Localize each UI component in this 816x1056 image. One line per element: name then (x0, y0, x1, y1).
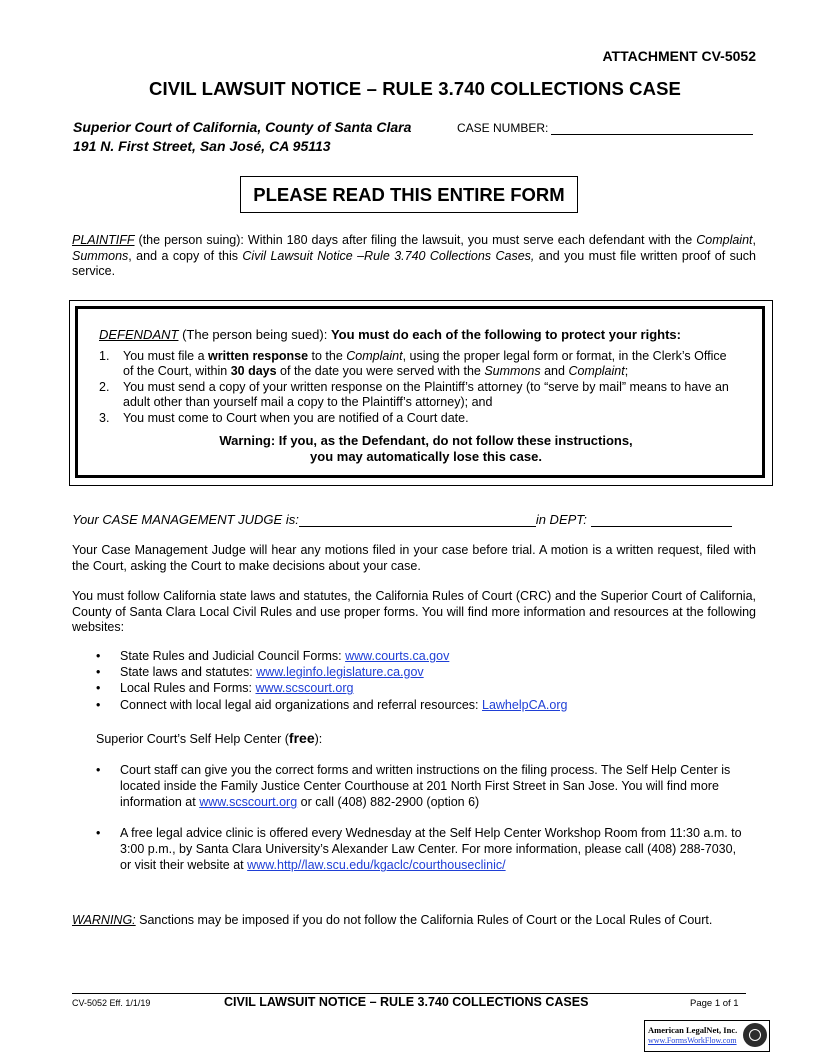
resource-item (96, 664, 756, 680)
legalnet-logo[interactable] (644, 1020, 770, 1052)
plaintiff-text-2: , and a copy of this (128, 248, 243, 263)
item1-days: 30 days (230, 364, 277, 379)
plaintiff-text-1: (the person suing): Within 180 days after filing the lawsuit, you must serve each defendant with the (134, 233, 697, 247)
case-number-blank (551, 122, 753, 135)
resource-label: State laws and statutes: (120, 665, 257, 680)
defendant-label: DEFENDANT (99, 327, 179, 342)
defendant-intro: (The person being sued): (178, 327, 331, 342)
court-name: Superior Court of California, County of Santa Clara (73, 119, 412, 135)
read-form-banner: PLEASE READ THIS ENTIRE FORM (240, 176, 578, 213)
attachment-label: ATTACHMENT CV-5052 (602, 48, 756, 64)
defendant-intro-bold: You must do each of the following to protect your rights: (330, 327, 681, 342)
sanctions-text: Sanctions may be imposed if you do not follow the California Rules of Court or the Local Rules of Court. (135, 913, 713, 927)
defendant-warning (90, 433, 762, 465)
item1-written-response: written response (208, 349, 309, 363)
page-title: CIVIL LAWSUIT NOTICE – RULE 3.740 COLLECTIONS CASE (149, 78, 681, 99)
court-address (73, 118, 411, 156)
item1-complaint: Complaint (346, 349, 403, 363)
logo-url[interactable]: www.FormsWorkFlow.com (648, 1036, 737, 1045)
case-number-field (457, 121, 753, 135)
plaintiff-comma: , (752, 233, 756, 247)
defendant-item-1 (99, 349, 739, 380)
self-help-free: free (288, 730, 315, 746)
item1-complaint-2: Complaint (568, 364, 625, 379)
item-number: 3. (99, 410, 110, 425)
logo-emblem-icon (743, 1023, 767, 1047)
resource-label: State Rules and Judicial Council Forms: (120, 649, 346, 663)
plaintiff-paragraph (72, 233, 756, 280)
defendant-item-2 (99, 380, 739, 411)
self-help-heading (96, 730, 322, 746)
logo-company: American LegalNet, Inc. (648, 1025, 738, 1035)
self-help-item-1 (96, 762, 750, 811)
self-help-bullet (96, 762, 750, 811)
page-number: Page 1 of 1 (690, 998, 739, 1009)
item1-part-a: You must file a (123, 349, 209, 363)
clinic-text: A free legal advice clinic is offered every Wednesday at the Self Help Center Workshop Room from 11:30 a.m. to 3:00 p.m., by Santa Clara University’s Alexander Law Center. For more information, please call (408) 288-7030, or visit their website at (120, 826, 742, 873)
judge-line (72, 512, 732, 527)
defendant-instructions (99, 349, 739, 426)
lawhelpca-link[interactable]: LawhelpCA.org (482, 697, 568, 712)
case-number-label: CASE NUMBER: (457, 121, 549, 135)
courts-link[interactable]: www.courts.ca.gov (345, 649, 450, 663)
scscourt-link[interactable]: www.scscourt.org (255, 681, 354, 696)
item1-part-f: ; (624, 364, 629, 379)
item1-part-d: of the date you were served with the (276, 364, 485, 379)
item-number: 1. (99, 349, 110, 363)
item-text: You must come to Court when you are notified of a Court date. (123, 410, 469, 425)
item1-part-b: to the (308, 349, 347, 363)
plaintiff-text-3: and you must file written proof of such service. (72, 248, 756, 279)
plaintiff-complaint: Complaint (696, 233, 753, 247)
judge-paragraph: Your Case Management Judge will hear any motions filed in your case before trial. A motion is a written request, filed with the Court, asking the Court to make decisions about your case. (72, 543, 756, 573)
judge-label: Your CASE MANAGEMENT JUDGE is: (72, 512, 299, 527)
item-text (123, 349, 739, 380)
item-text: You must send a copy of your written response on the Plaintiff’s attorney (to “serve by mail” means to have an adult other than yourself mail a copy to the Plaintiff’s attorney); and (123, 379, 729, 410)
footer-divider (72, 993, 746, 994)
judge-blank (299, 513, 536, 527)
leginfo-link[interactable]: www.leginfo.legislature.ca.gov (256, 665, 424, 680)
rules-paragraph: You must follow California state laws and statutes, the California Rules of Court (CRC) and the Superior Court of California, County of Santa Clara Local Civil Rules and use proper forms. You will find more information and resources at the following websites: (72, 589, 756, 635)
resource-item (96, 680, 756, 696)
clinic-bullet (96, 825, 746, 874)
form-id: CV-5052 Eff. 1/1/19 (72, 998, 151, 1008)
resource-item (96, 697, 756, 713)
self-help-phone: or call (408) 882-2900 (option 6) (297, 795, 480, 810)
plaintiff-notice-title: Civil Lawsuit Notice –Rule 3.740 Collections Cases, (242, 248, 535, 263)
item1-summons: Summons (484, 364, 541, 379)
sanctions-warning (72, 913, 762, 927)
self-help-heading-b: ): (314, 732, 323, 746)
self-help-text: Court staff can give you the correct forms and written instructions on the filing process. The Self Help Center is located inside the Family Justice Center Courthouse at 201 North First Street in San Jose. You will find more information at (120, 763, 731, 810)
resource-label: Local Rules and Forms: (120, 681, 256, 696)
item-number: 2. (99, 379, 110, 394)
item1-part-c: , using the proper legal form or format, in the Clerk’s Office of the Court, within (123, 349, 727, 379)
footer-title: CIVIL LAWSUIT NOTICE – RULE 3.740 COLLECTIONS CASES (224, 995, 589, 1009)
plaintiff-label: PLAINTIFF (72, 233, 135, 247)
dept-label: in DEPT: (535, 512, 587, 527)
resource-list (96, 648, 756, 713)
warning-line-1: Warning: If you, as the Defendant, do not follow these instructions, (219, 433, 633, 448)
dept-blank (591, 513, 732, 527)
self-help-item-2 (96, 825, 746, 874)
self-help-scscourt-link[interactable]: www.scscourt.org (199, 795, 298, 810)
clinic-link[interactable]: www.http//law.scu.edu/kgaclc/courthouseclinic/ (247, 858, 506, 873)
item1-part-e: and (540, 364, 569, 379)
sanctions-label: WARNING: (72, 913, 136, 927)
defendant-heading (99, 327, 681, 342)
self-help-heading-a: Superior Court’s Self Help Center ( (96, 732, 289, 746)
court-street: 191 N. First Street, San José, CA 95113 (73, 138, 331, 154)
defendant-item-3 (99, 411, 739, 426)
resource-item (96, 648, 756, 664)
warning-line-2: you may automatically lose this case. (310, 449, 542, 464)
plaintiff-summons: Summons (72, 248, 129, 263)
resource-label: Connect with local legal aid organizations and referral resources: (120, 697, 482, 712)
